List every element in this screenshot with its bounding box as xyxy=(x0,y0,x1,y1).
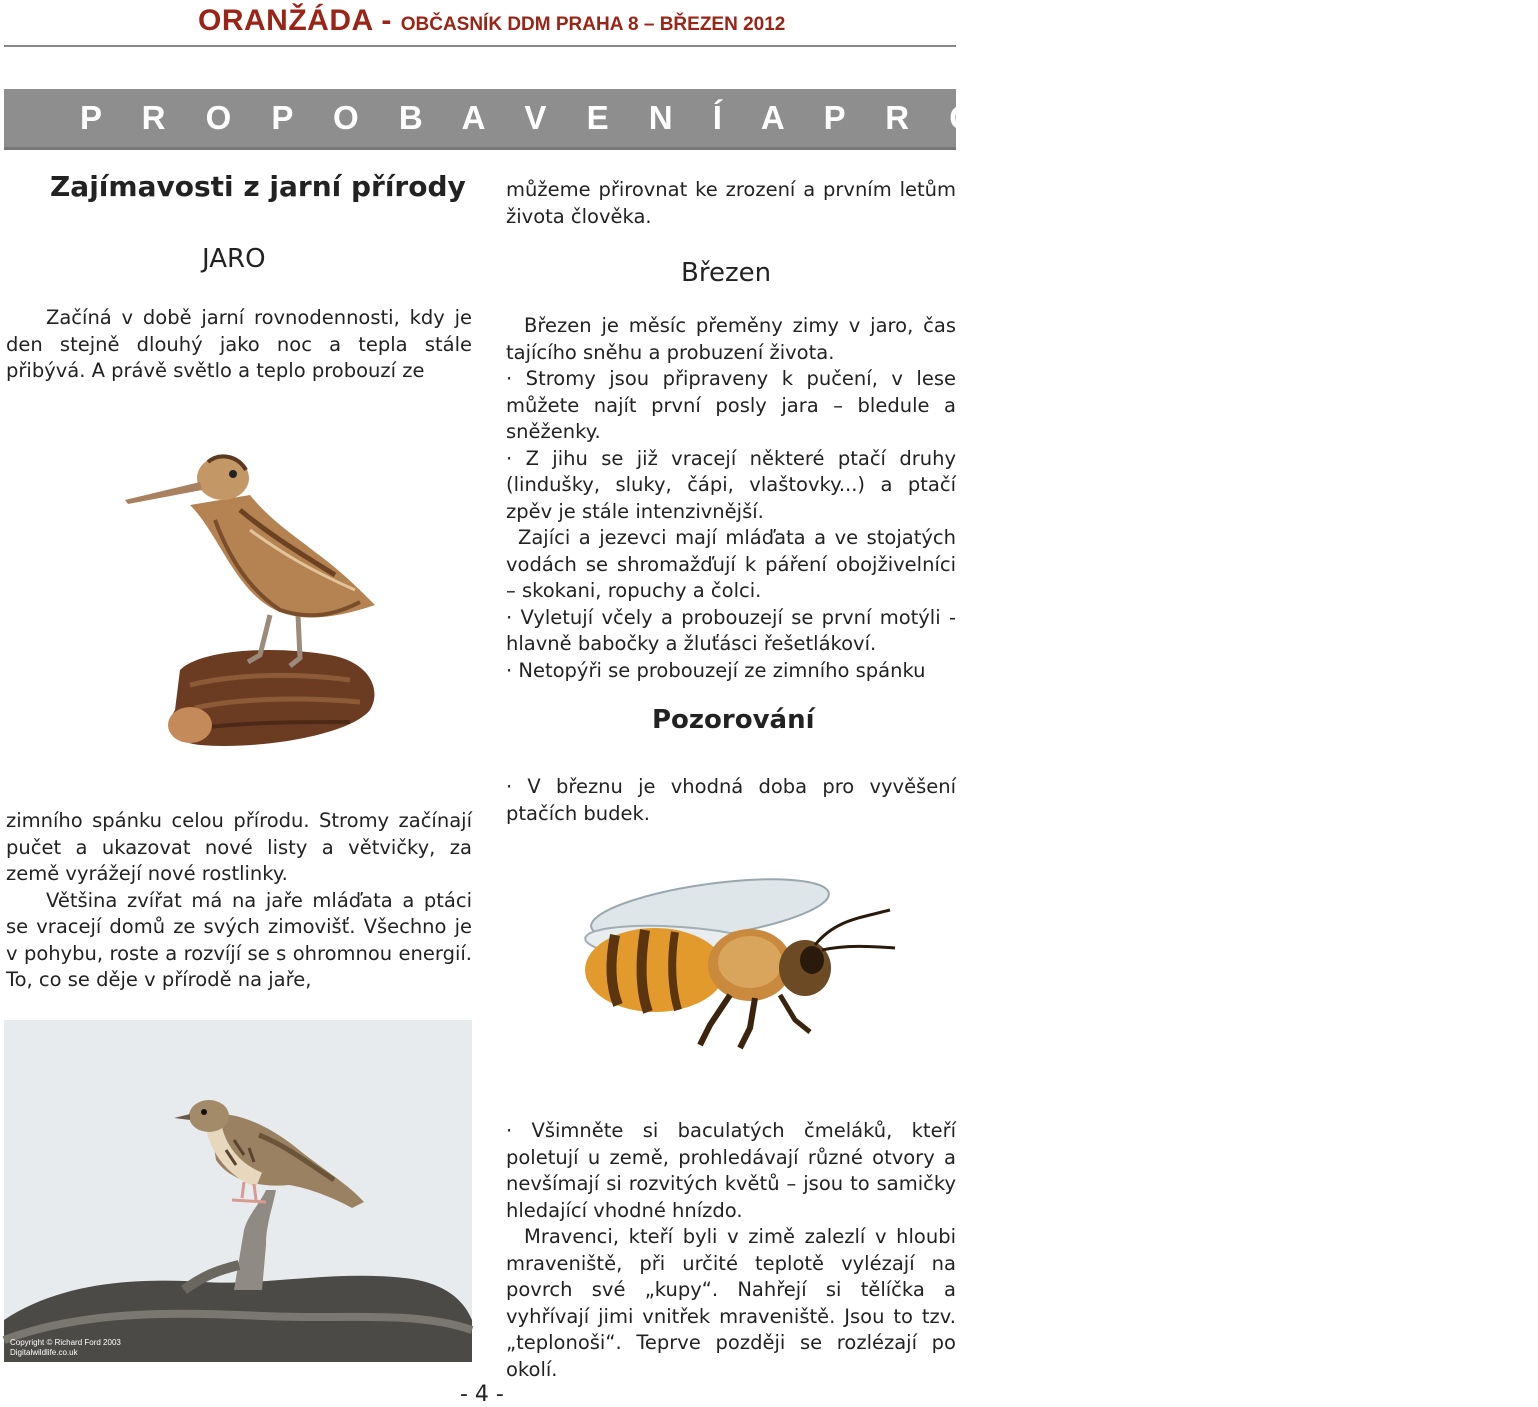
bullet-item: · Z jihu se již vracejí některé ptačí druhy (lindušky, sluky, čápi, vlaštovky...) a ptačí zpěv je stále intenzivnější. xyxy=(506,446,956,523)
magazine-name: ORANŽÁDA xyxy=(198,4,373,37)
bee-image xyxy=(560,850,905,1050)
paragraph-right-continued xyxy=(506,177,956,230)
bullet-item: · Všimněte si baculatých čmeláků, kteří poletují u země, prohledávají různé otvory a nevšímají si rozvitých květů – jsou to samičky hledající vhodné hnízdo. xyxy=(506,1119,956,1222)
pipit-photo xyxy=(4,1020,472,1362)
paragraph-text: zimního spánku celou přírodu. Stromy začínají pučet a ukazovat nové listy a větvičky, za země vyrážejí nové rostlinky. xyxy=(6,809,472,885)
bullet-item: · Netopýři se probouzejí ze zimního spánku xyxy=(506,658,926,682)
bullet-item: · Stromy jsou připraveny k pučení, v lese můžete najít první posly jara – bledule a sněženky. xyxy=(506,367,956,443)
magazine-subtitle: OBČASNÍK DDM PRAHA 8 – BŘEZEN 2012 xyxy=(400,14,786,35)
page-header xyxy=(0,0,960,46)
section-heading-jaro: JARO xyxy=(202,244,266,274)
section-heading-brezen: Březen xyxy=(681,258,772,288)
bullet-item: · V březnu je vhodná doba pro vyvěšení ptačích budek. xyxy=(506,775,956,825)
paragraph-text: můžeme přirovnat ke zrození a prvním letům života člověka. xyxy=(506,178,956,228)
photo-copyright xyxy=(10,1338,121,1358)
section-heading-pozorovani: Pozorování xyxy=(652,705,815,735)
page-number: - 4 - xyxy=(460,1382,504,1407)
paragraph-intro xyxy=(6,305,472,385)
header-rule xyxy=(4,45,956,47)
pozorovani-text-1 xyxy=(506,774,956,827)
copyright-line: Digitalwildlife.co.uk xyxy=(10,1348,78,1357)
banner-text: P R O P O B A V E N Í A P R O Z A M Y Š L E N Í xyxy=(80,99,1538,136)
paragraph-text: Začíná v době jarní rovnodennosti, kdy je den stejně dlouhý jako noc a tepla stále přibývá. A právě světlo a teplo probouzí ze xyxy=(6,306,472,382)
pipit-image xyxy=(4,1020,472,1362)
pozorovani-text-2 xyxy=(506,1118,956,1383)
article-title: Zajímavosti z jarní přírody xyxy=(50,170,466,203)
copyright-line: Copyright © Richard Ford 2003 xyxy=(10,1338,121,1347)
woodcock-image xyxy=(120,440,390,750)
header-title xyxy=(198,4,785,38)
header-separator: - xyxy=(372,4,401,37)
section-banner xyxy=(4,89,1538,150)
paragraph-text: Březen je měsíc přeměny zimy v jaro, čas tajícího sněhu a probuzení života. xyxy=(506,314,956,364)
paragraph-continued xyxy=(6,808,472,994)
paragraph-text: Mravenci, kteří byli v zimě zalezlí v hloubi mraveniště, při určité teplotě vylézají na povrch své „kupy“. Nahřejí si tělíčka a vyhřívají jimi vnitřek mraveniště. Jsou to tzv. „teplonoši“. Teprve později se rozlézají po okolí. xyxy=(506,1225,956,1381)
brezen-text xyxy=(506,313,956,684)
paragraph-text: Většina zvířat má na jaře mláďata a ptáci se vracejí domů ze svých zimovišť. Všechno je v pohybu, roste a rozvíjí se s ohromnou energií. To, co se děje v přírodě na jaře, xyxy=(6,888,472,991)
paragraph-text: Zajíci a jezevci mají mláďata a ve stojatých vodách se shromažďují k páření obojživelníci – skokani, ropuchy a čolci. xyxy=(506,526,956,602)
bullet-item: · Vyletují včely a probouzejí se první motýli - hlavně babočky a žluťásci řešetlákoví. xyxy=(506,605,956,655)
